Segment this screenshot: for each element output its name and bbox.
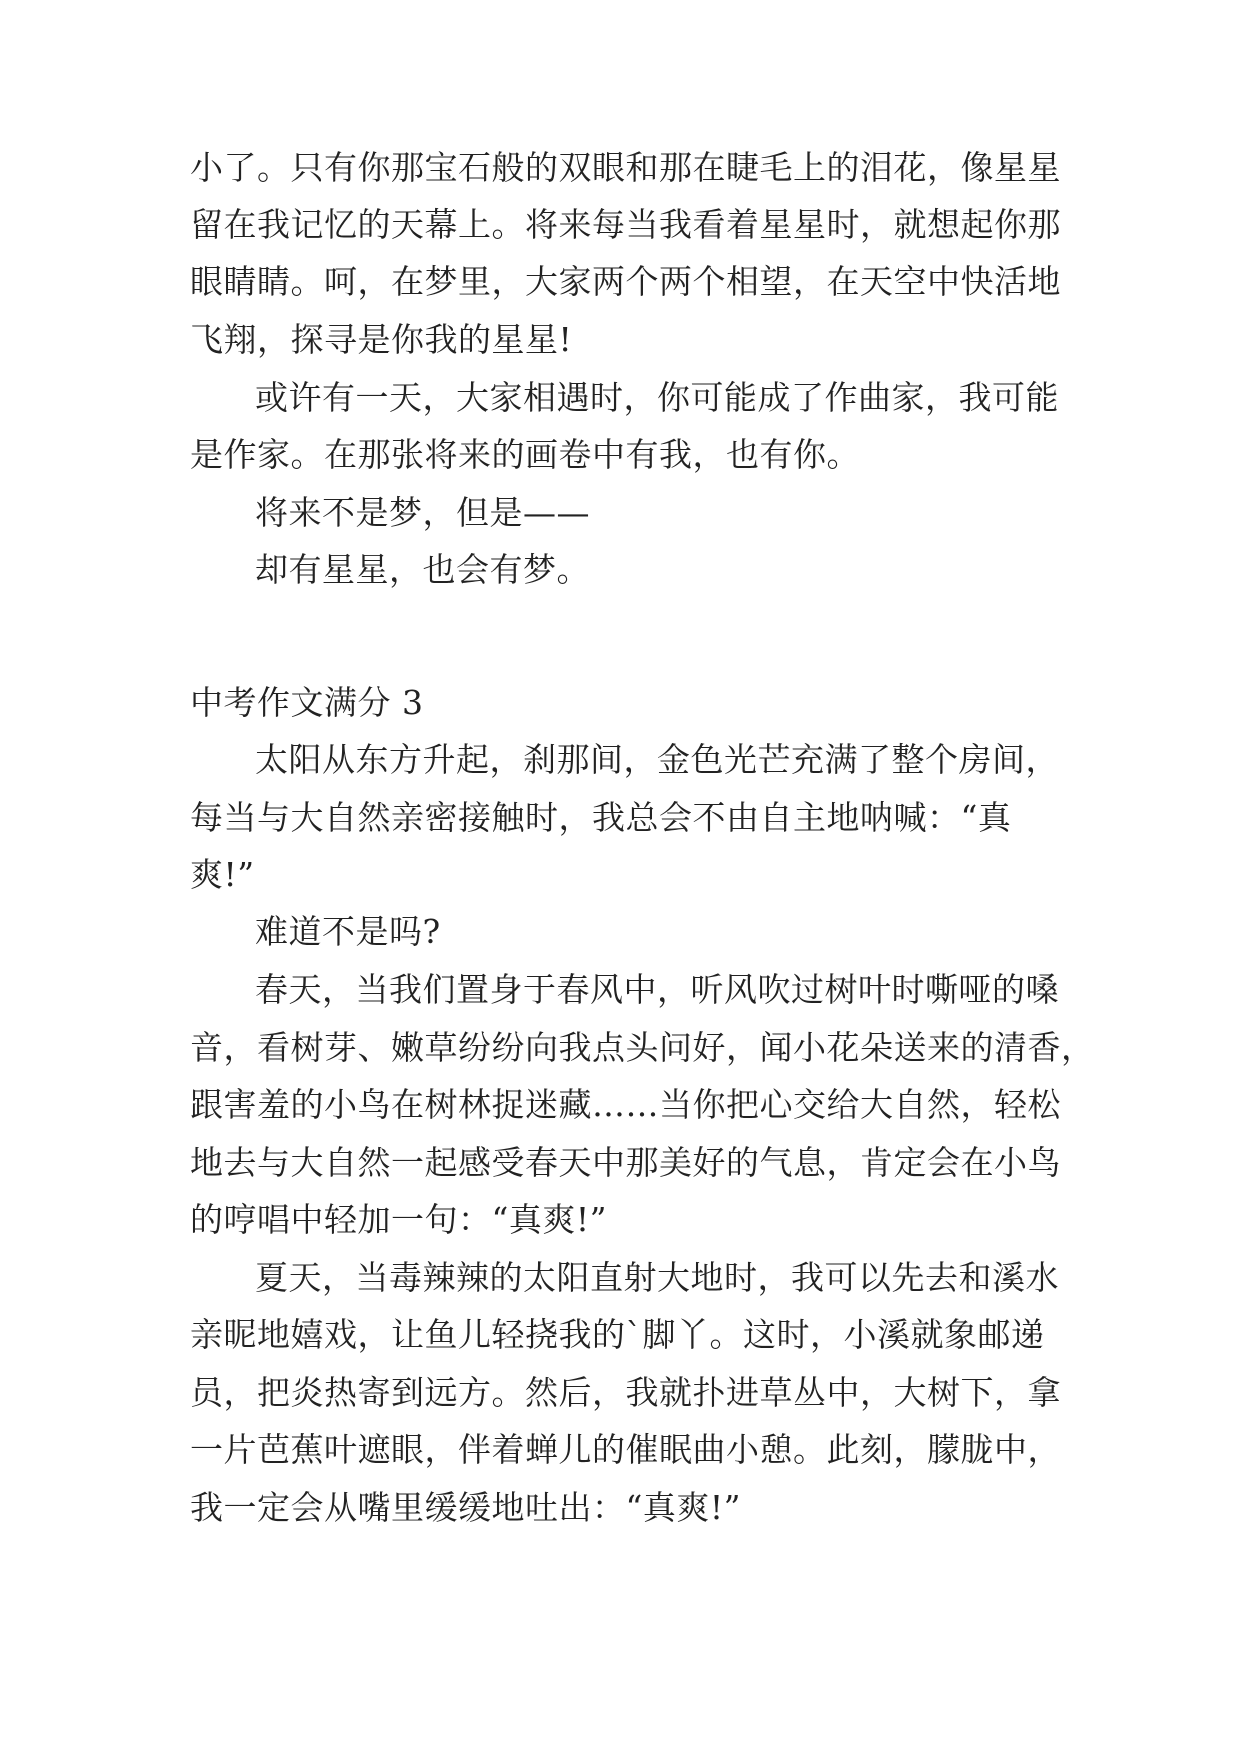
paragraph-line: 夏天，当毒辣辣的太阳直射大地时，我可以先去和溪水: [255, 1258, 1059, 1297]
paragraph-line: 留在我记忆的天幕上。将来每当我看着星星时，就想起你那: [190, 205, 1061, 244]
paragraph-line: 每当与大自然亲密接触时，我总会不由自主地呐喊：“真: [190, 798, 1012, 837]
paragraph-line: 音，看树芽、嫩草纷纷向我点头问好，闻小花朵送来的清香，: [190, 1028, 1095, 1067]
paragraph-line: 飞翔，探寻是你我的星星!: [190, 320, 573, 359]
paragraph-line: 跟害羞的小鸟在树林捉迷藏……当你把心交给大自然，轻松: [190, 1085, 1061, 1124]
paragraph-line: 春天，当我们置身于春风中，听风吹过树叶时嘶哑的嗓: [255, 970, 1059, 1009]
paragraph-line: 爽!”: [190, 855, 255, 894]
paragraph-line: 眼睛睛。呵，在梦里，大家两个两个相望，在天空中快活地: [190, 262, 1061, 301]
paragraph-line: 我一定会从嘴里缓缓地吐出：“真爽!”: [190, 1488, 742, 1527]
paragraph-line: 或许有一天，大家相遇时，你可能成了作曲家，我可能: [255, 378, 1059, 417]
paragraph-line: 亲昵地嬉戏，让鱼儿轻挠我的`脚丫。这时，小溪就象邮递: [190, 1315, 1045, 1354]
paragraph-line: 太阳从东方升起，刹那间，金色光芒充满了整个房间，: [255, 740, 1059, 779]
paragraph-question: 难道不是吗?: [255, 912, 441, 951]
paragraph-line: 一片芭蕉叶遮眼，伴着蝉儿的催眠曲小憩。此刻，朦胧中，: [190, 1430, 1061, 1469]
paragraph-line: 的哼唱中轻加一句：“真爽!”: [190, 1200, 608, 1239]
section-title: 中考作文满分 3: [190, 683, 424, 722]
paragraph-line: 地去与大自然一起感受春天中那美好的气息，肯定会在小鸟: [190, 1143, 1061, 1182]
paragraph-line: 员，把炎热寄到远方。然后，我就扑进草丛中，大树下，拿: [190, 1373, 1061, 1412]
paragraph-line: 小了。只有你那宝石般的双眼和那在睫毛上的泪花，像星星: [190, 148, 1061, 187]
paragraph-not-dream: 将来不是梦，但是——: [255, 493, 590, 532]
paragraph-line: 是作家。在那张将来的画卷中有我，也有你。: [190, 435, 860, 474]
paragraph-stars: 却有星星，也会有梦。: [255, 550, 590, 589]
